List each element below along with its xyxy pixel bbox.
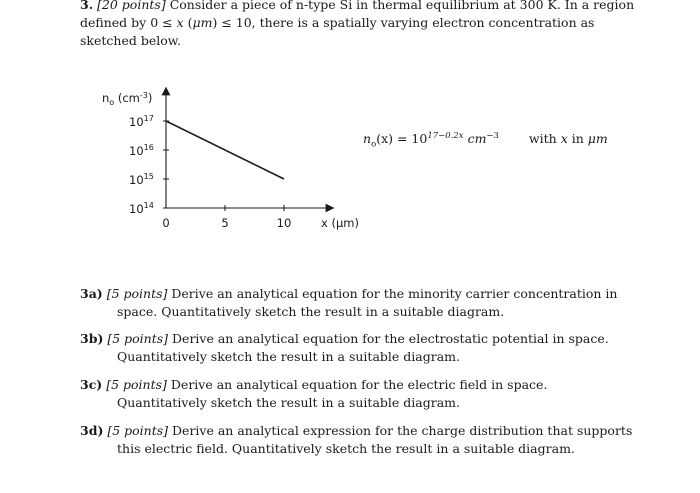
eq-lhs-arg: (x) — [376, 131, 393, 146]
problem-text-2: ) ≤ 10, there is a spatially varying electron concentration as sketched below. — [80, 15, 595, 48]
y-tick-label-15: $10^{15}$ — [129, 172, 154, 187]
problem-points: [20 points] — [97, 0, 166, 12]
question-3a: 3a) [5 points] Derive an analytical equation for the minority carrier concentration in space. Quantitatively sketch the result in a suitable diagram. — [80, 286, 618, 319]
eq-x-var: x — [560, 131, 568, 146]
y-tick-label-16: $10^{16}$ — [129, 143, 154, 158]
x-tick-label-0: 0 — [162, 216, 170, 230]
concentration-equation — [363, 130, 608, 150]
problem-text-1: Consider a piece of n-type Si in thermal equilibrium at 300 K. In a region defined by 0 ≤ — [80, 0, 635, 30]
y-tick-label-17: $10^{17}$ — [129, 114, 154, 129]
eq-in: in — [571, 131, 584, 146]
problem-x-var: x — [176, 15, 184, 30]
eq-unit-um: μm — [587, 131, 608, 146]
x-axis-label: x (μm) — [321, 216, 359, 230]
eq-exponent: 17−0.2x — [427, 130, 464, 141]
question-3b: 3b) [5 points] Derive an analytical equation for the electrostatic potential in space. Quantitatively sketch the result in a suitable diagram. — [80, 331, 609, 364]
series-line-no — [166, 121, 284, 179]
problem-range-mid: ( — [183, 15, 193, 30]
eq-lhs-sub: o — [371, 139, 377, 150]
question-3c: 3c) [5 points] Derive an analytical equation for the electric field in space. Quantitatively sketch the result in a suitable diagram. — [80, 377, 548, 410]
eq-lhs-n: n — [363, 131, 372, 146]
eq-unit-exp: −3 — [486, 130, 499, 141]
problem-unit: μm — [192, 15, 213, 30]
x-tick-label-10: 10 — [276, 216, 292, 230]
problem-number: 3. — [80, 0, 94, 12]
y-tick-label-14: $10^{14}$ — [129, 201, 154, 216]
question-3d: 3d) [5 points] Derive an analytical expression for the charge distribution that supports this electric field. Quantitatively sketch the result in a suitable diagram. — [80, 423, 633, 456]
eq-equals-base: = 10 — [393, 131, 428, 146]
eq-unit: cm — [467, 131, 487, 146]
eq-with: with — [528, 131, 557, 146]
y-axis-label: $n_o$ $(cm^{-3})$ — [102, 91, 153, 107]
x-tick-label-5: 5 — [221, 216, 229, 230]
